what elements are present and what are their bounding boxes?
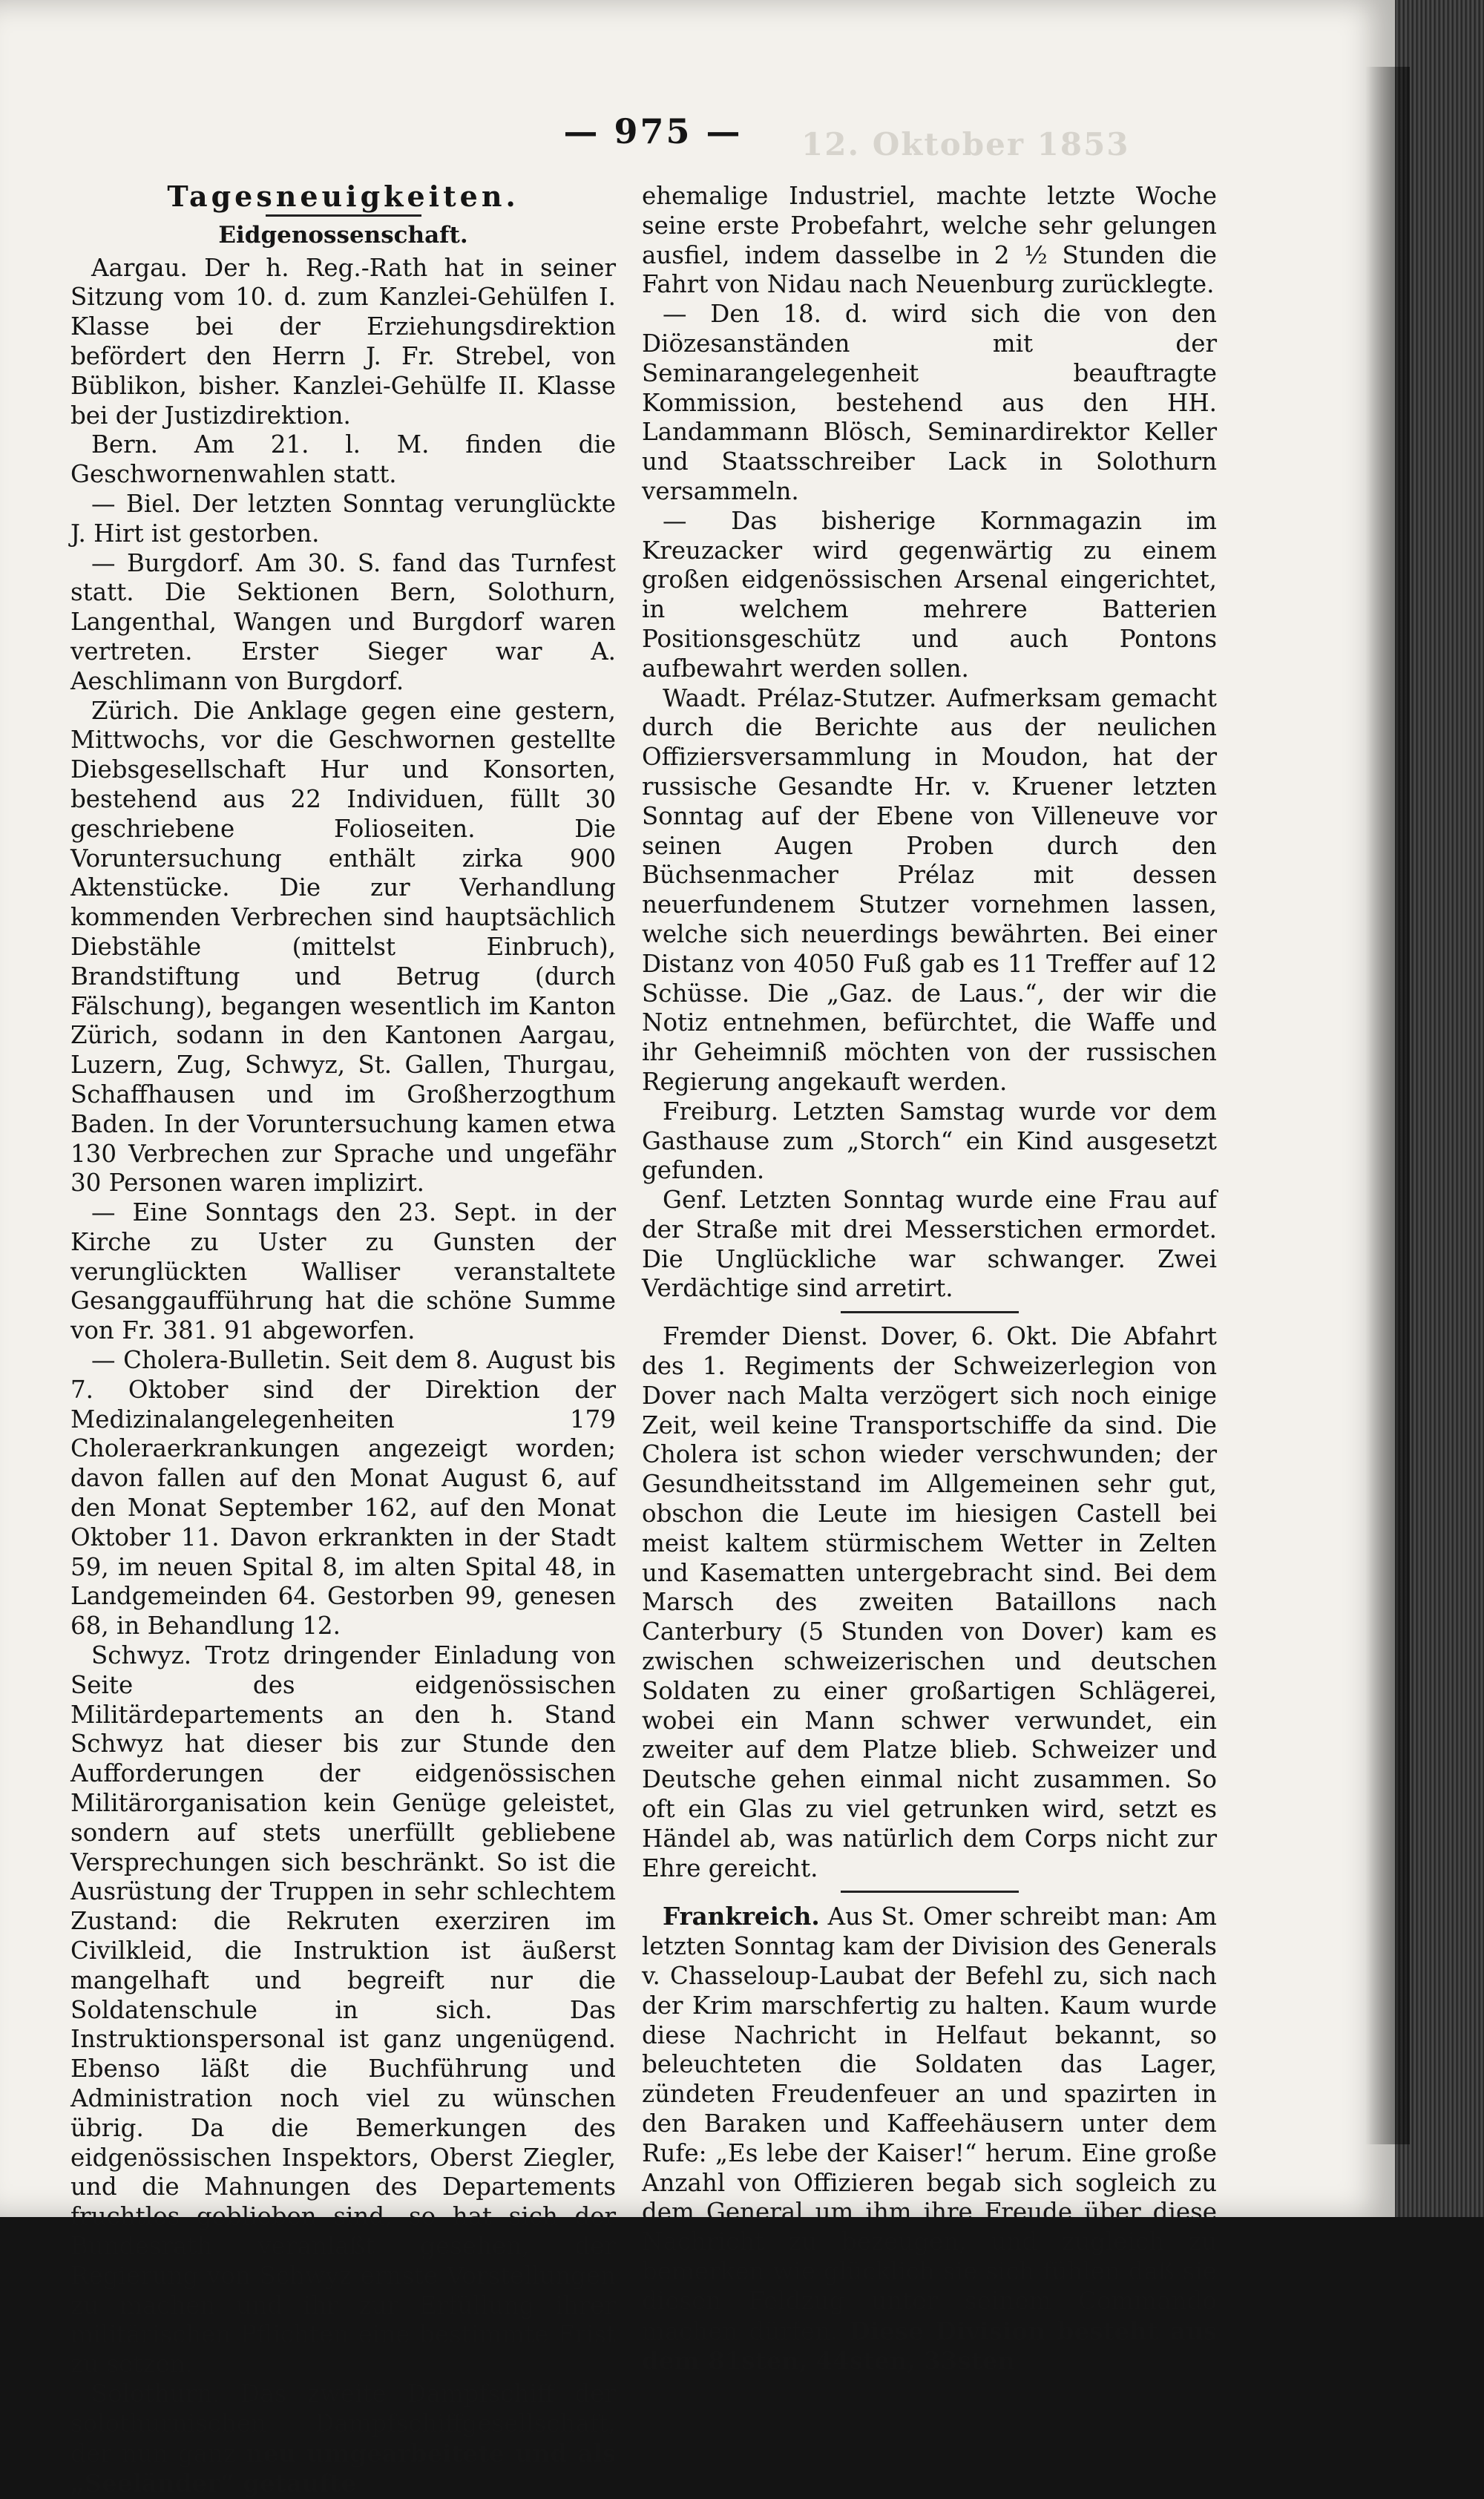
- book-page-edge: [1395, 0, 1484, 2217]
- article-cholera: — Cholera-Bulletin. Seit dem 8. August bis 7. Oktober sind der Direktion der Medizinalangelegenheiten 179 Cholerаerkrankungen angezeigt worden; davon fallen auf den Monat August 6, auf den Monat September 162, auf den Monat Oktober 11. Davon erkrankten in der Stadt 59, im neuen Spital 8, im alten Spital 48, in Landgemeinden 64. Gestorben 99, genesen 68, in Behandlung 12.: [70, 1346, 616, 1641]
- article-fremder-dienst: Fremder Dienst. Dover, 6. Okt. Die Abfahrt des 1. Regiments der Schweizerlegion von Dover nach Malta verzögert sich noch einige Zeit, weil keine Transportschiffe da sind. Die Cholera ist schon wieder verschwunden; der Gesundheitsstand im Allgemeinen sehr gut, obschon die Leute im hiesigen Castell bei meist kaltem stürmischem Wetter in Zelten und Kasematten untergebracht sind. Bei dem Marsch des zweiten Bataillons nach Canterbury (5 Stunden von Dover) kam es zwischen schweizerischen und deutschen Soldaten zu einer großartigen Schlägerei, wobei ein Mann schwer verwundet, ein zweiter auf dem Platze blieb. Schweizer und Deutsche gehen einmal nicht zusammen. So oft ein Glas zu viel getrunken wird, setzt es Händel ab, was natürlich dem Corps nicht zur Ehre gereicht.: [642, 1322, 1217, 1882]
- article-waadt: Waadt. Prélaz-Stutzer. Aufmerksam gemacht durch die Berichte aus der neulichen Offiziersversammlung in Moudon, hat der russische Gesandte Hr. v. Kruener letzten Sonntag auf der Ebene von Villeneuve vor seinen Augen Proben durch den Büchsenmacher Prélaz mit dessen neuerfundenem Stutzer vornehmen lassen, welche sich neuerdings bewährten. Bei einer Distanz von 4050 Fuß gab es 11 Treffer auf 12 Schüsse. Die „Gaz. de Laus.“, der wir die Notiz entnehmen, befürchtet, die Waffe und ihr Geheimniß möchten von der russischen Regierung angekauft werden.: [642, 683, 1217, 1096]
- right-column: [642, 182, 1217, 2377]
- article-solothurn-bold: neu umgearbeitete und als „Seeländer“ getaufte: [70, 2438, 616, 2498]
- article-solothurn: [70, 2380, 616, 2499]
- article-schwyz: Schwyz. Trotz dringender Einladung von Seite des eidgenössischen Militärdepartements an den h. Stand Schwyz hat dieser bis zur Stunde den Aufforderungen der eidgenössischen Militärorganisation kein Genüge geleistet, sondern auf stets unerfüllt gebliebene Versprechungen sich beschränkt. So ist die Ausrüstung der Truppen in sehr schlechtem Zustand: die Rekruten exerziren im Civilkleid, die Instruktion ist äußerst mangelhaft und begreift nur die Soldatenschule in sich. Das Instruktionspersonal ist ganz ungenügend. Ebenso läßt die Buchführung und Administration noch viel zu wünschen übrig. Da die Bemerkungen des eidgenössischen Inspektors, Oberst Ziegler, und die Mahnungen des Departements fruchtlos geblieben sind, so hat sich der Bundesrath veranlaßt gesehen, der Regierung von Schwyz ernste Vorstellungen zu machen und ihr zur Erfüllung ihrer militärischen Pflichten eine bestimmte Frist zu setzen.: [70, 1641, 616, 2379]
- article-uster: — Eine Sonntags den 23. Sept. in der Kirche zu Uster zu Gunsten der verunglückten Walliser veranstaltete Gesanggaufführung hat die schöne Summe von Fr. 381. 91 abgeworfen.: [70, 1198, 616, 1345]
- article-frankreich: [642, 1902, 1217, 2377]
- article-freiburg: Freiburg. Letzten Samstag wurde vor dem Gasthause zum „Storch“ ein Kind ausgesetzt gefunden.: [642, 1097, 1217, 1185]
- article-seminar: — Den 18. d. wird sich die von den Diözesanständen mit der Seminarangelegenheit beauftragte Kommission, bestehend aus den HH. Landammann Blösch, Seminardirektor Keller und Staatsschreiber Lack in Solothurn versammeln.: [642, 300, 1217, 505]
- article-biel: — Biel. Der letzten Sonntag verunglückte J. Hirt ist gestorben.: [70, 489, 616, 548]
- article-frankreich-tail: Diese Division besteht aus dem 81sten, 44sten, 33sten: [642, 2316, 1217, 2376]
- section-heading: Tagesneuigkeiten.: [167, 180, 519, 213]
- section-rule-2: [841, 1891, 1019, 1893]
- article-dampfschiff-cont: ehemalige Industriel, machte letzte Woche seine erste Probefahrt, welche sehr gelungen ausfiel, indem dasselbe in 2 ½ Stunden die Fahrt von Nidau nach Neuenburg zurücklegte.: [642, 182, 1217, 299]
- article-frankreich-head: Frankreich.: [663, 1902, 820, 1931]
- article-frankreich-body: Aus St. Omer schreibt man: Am letzten Sonntag kam der Division des Generals v. Chasseloup-Laubat der Befehl zu, sich nach der Krim marschfertig zu halten. Kaum wurde diese Nachricht in Helfaut bekannt, so beleuchteten die Soldaten das Lager, zündeten Freudenfeuer an und spazirten in den Baraken und Kaffeehäusern unter dem Rufe: „Es lebe der Kaiser!“ herum. Eine große Anzahl von Offizieren begab sich sogleich zu dem General um ihm ihre Freude über diese Nachricht zu bezeugen, und zugleich zu bemerken wie glücklich sie sich fühlen daß sie diesen Feldzug unter seinem Commando machen dürfen.: [642, 1902, 1217, 2345]
- subsection-heading: Eidgenossenschaft.: [218, 221, 468, 249]
- article-bern: Bern. Am 21. l. M. finden die Geschwornenwahlen statt.: [70, 430, 616, 489]
- article-solothurn-text: Solothurn. Das zweite Dampfschiff der solothurnischen Dampfschiffgesellschaft, der nun ganz: [70, 2379, 616, 2468]
- page-number: — 975 —: [563, 111, 743, 151]
- left-column: [70, 182, 616, 2499]
- section-rule: [841, 1311, 1019, 1313]
- article-burgdorf: — Burgdorf. Am 30. S. fand das Turnfest statt. Die Sektionen Bern, Solothurn, Langenthal, Wangen und Burgdorf waren vertreten. Erster Sieger war A. Aeschlimann von Burgdorf.: [70, 548, 616, 695]
- article-aargau: Aargau. Der h. Reg.-Rath hat in seiner Sitzung vom 10. d. zum Kanzlei-Gehülfen I. Klasse bei der Erziehungsdirektion befördert den Herrn J. Fr. Strebel, von Büblikon, bisher. Kanzlei-Gehülfe II. Klasse bei der Justizdirektion.: [70, 253, 616, 430]
- article-zuerich: Zürich. Die Anklage gegen eine gestern, Mittwochs, vor die Geschwornen gestellte Diebsgesellschaft Hur und Konsorten, bestehend aus 22 Individuen, füllt 30 geschriebene Folioseiten. Die Voruntersuchung enthält zirka 900 Aktenstücke. Die zur Verhandlung kommenden Verbrechen sind hauptsächlich Diebstähle (mittelst Einbruch), Brandstiftung und Betrug (durch Fälschung), begangen wesentlich im Kanton Zürich, sodann in den Kantonen Aargau, Luzern, Zug, Schwyz, St. Gallen, Thurgau, Schaffhausen und im Großherzogthum Baden. In der Voruntersuchung kamen etwa 130 Verbrechen zur Sprache und ungefähr 30 Personen waren implizirt.: [70, 696, 616, 1198]
- bleedthrough-text: 12. Oktober 1853: [801, 126, 1130, 162]
- page-curl-shadow: [1365, 67, 1410, 2144]
- article-genf: Genf. Letzten Sonntag wurde eine Frau auf der Straße mit drei Messerstichen ermordet. Die Unglückliche war schwanger. Zwei Verdächtige sind arretirt.: [642, 1186, 1217, 1303]
- heading-rule: [266, 214, 421, 217]
- article-kornmagazin: — Das bisherige Kornmagazin im Kreuzacker wird gegenwärtig zu einem großen eidgenössischen Arsenal eingerichtet, in welchem mehrere Batterien Positionsgeschütz und auch Pontons aufbewahrt werden sollen.: [642, 506, 1217, 683]
